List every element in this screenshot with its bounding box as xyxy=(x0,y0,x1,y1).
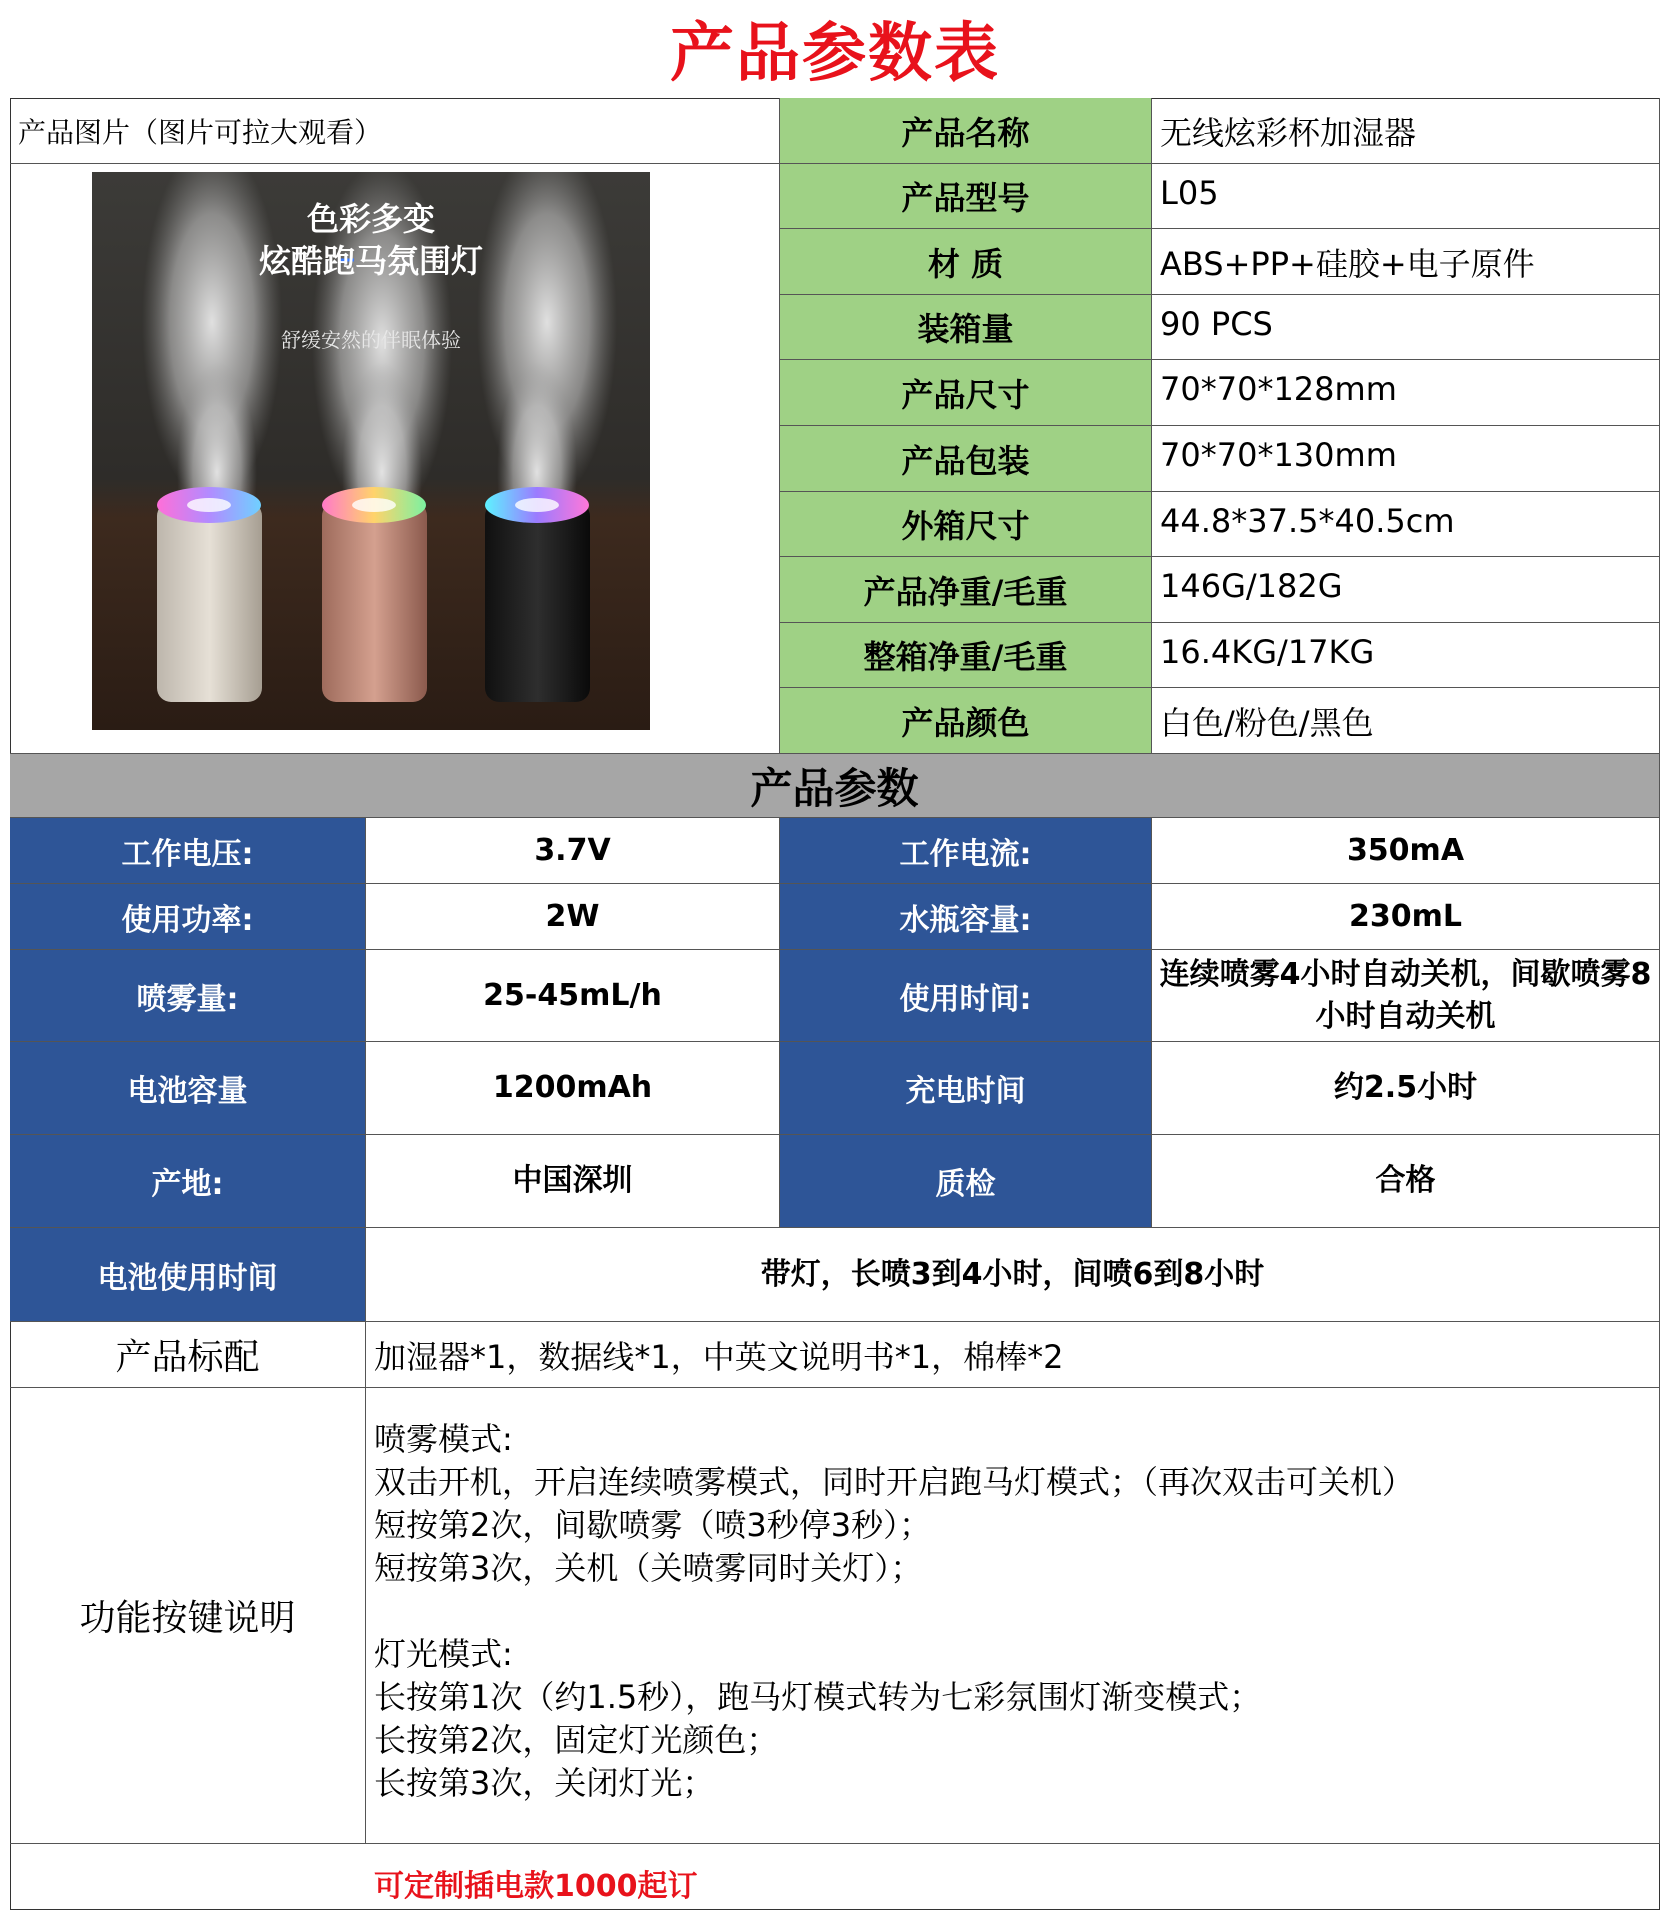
param-value: 中国深圳 xyxy=(366,1135,780,1228)
param-label: 质检 xyxy=(780,1135,1152,1228)
params-header: 产品参数 xyxy=(10,754,1660,818)
param-label: 喷雾量: xyxy=(10,950,366,1042)
param-value: 约2.5小时 xyxy=(1152,1042,1660,1135)
param-label: 使用时间: xyxy=(780,950,1152,1042)
spec-label: 材 质 xyxy=(780,229,1152,295)
spec-value: 无线炫彩杯加湿器 xyxy=(1152,98,1660,164)
param-value: 350mA xyxy=(1152,818,1660,884)
spec-value: ABS+PP+硅胶+电子原件 xyxy=(1152,229,1660,295)
image-header: 产品图片（图片可拉大观看） xyxy=(10,98,780,164)
spec-label: 产品尺寸 xyxy=(780,360,1152,426)
standard-value: 加湿器*1，数据线*1，中英文说明书*1，棉棒*2 xyxy=(366,1322,1660,1388)
spec-value: 90 PCS xyxy=(1152,295,1660,360)
product-photo xyxy=(92,172,650,730)
page-title: 产品参数表 xyxy=(670,17,1000,91)
footer-note: 可定制插电款1000起订 xyxy=(374,1869,698,1904)
function-text: 喷雾模式: 双击开机，开启连续喷雾模式，同时开启跑马灯模式；（再次双击可关机） 短按第2次，间歇喷雾（喷3秒停3秒）； 短按第3次，关机（关喷雾同时关灯）； 灯光模式: 长按第1次（约1.5秒），跑马灯模式转为七彩氛围灯渐变模式； 长按第2次，固定灯光颜色； 长按第3次，关闭灯光； xyxy=(366,1388,1660,1844)
param-label: 充电时间 xyxy=(780,1042,1152,1135)
param-value: 连续喷雾4小时自动关机，间歇喷雾8小时自动关机 xyxy=(1152,950,1660,1042)
param-value: 230mL xyxy=(1152,884,1660,950)
spec-value: 44.8*37.5*40.5cm xyxy=(1152,492,1660,557)
photo-heading-2: 炫酷跑马氛围灯 xyxy=(258,242,483,280)
function-label: 功能按键说明 xyxy=(10,1388,366,1844)
photo-heading-1: 色彩多变 xyxy=(306,200,435,238)
photo-subheading: 舒缓安然的伴眠体验 xyxy=(281,328,461,352)
param-label: 工作电压: xyxy=(10,818,366,884)
param-value: 合格 xyxy=(1152,1135,1660,1228)
spec-label: 产品净重/毛重 xyxy=(780,557,1152,623)
battery-label: 电池使用时间 xyxy=(10,1228,366,1322)
spec-value: 70*70*128mm xyxy=(1152,360,1660,426)
spec-value: 16.4KG/17KG xyxy=(1152,623,1660,688)
param-label: 水瓶容量: xyxy=(780,884,1152,950)
spec-label: 外箱尺寸 xyxy=(780,492,1152,557)
spec-label: 产品型号 xyxy=(780,164,1152,229)
param-value: 1200mAh xyxy=(366,1042,780,1135)
param-label: 使用功率: xyxy=(10,884,366,950)
spec-value: 146G/182G xyxy=(1152,557,1660,623)
param-label: 产地: xyxy=(10,1135,366,1228)
param-value: 2W xyxy=(366,884,780,950)
spec-label: 整箱净重/毛重 xyxy=(780,623,1152,688)
battery-value: 带灯，长喷3到4小时，间喷6到8小时 xyxy=(366,1228,1660,1322)
spec-label: 产品包装 xyxy=(780,426,1152,492)
spec-label: 产品名称 xyxy=(780,98,1152,164)
param-label: 工作电流: xyxy=(780,818,1152,884)
param-label: 电池容量 xyxy=(10,1042,366,1135)
param-value: 3.7V xyxy=(366,818,780,884)
param-value: 25-45mL/h xyxy=(366,950,780,1042)
spec-label: 装箱量 xyxy=(780,295,1152,360)
standard-label: 产品标配 xyxy=(10,1322,366,1388)
spec-value: L05 xyxy=(1152,164,1660,229)
spec-value: 白色/粉色/黑色 xyxy=(1152,688,1660,754)
spec-label: 产品颜色 xyxy=(780,688,1152,754)
spec-value: 70*70*130mm xyxy=(1152,426,1660,492)
